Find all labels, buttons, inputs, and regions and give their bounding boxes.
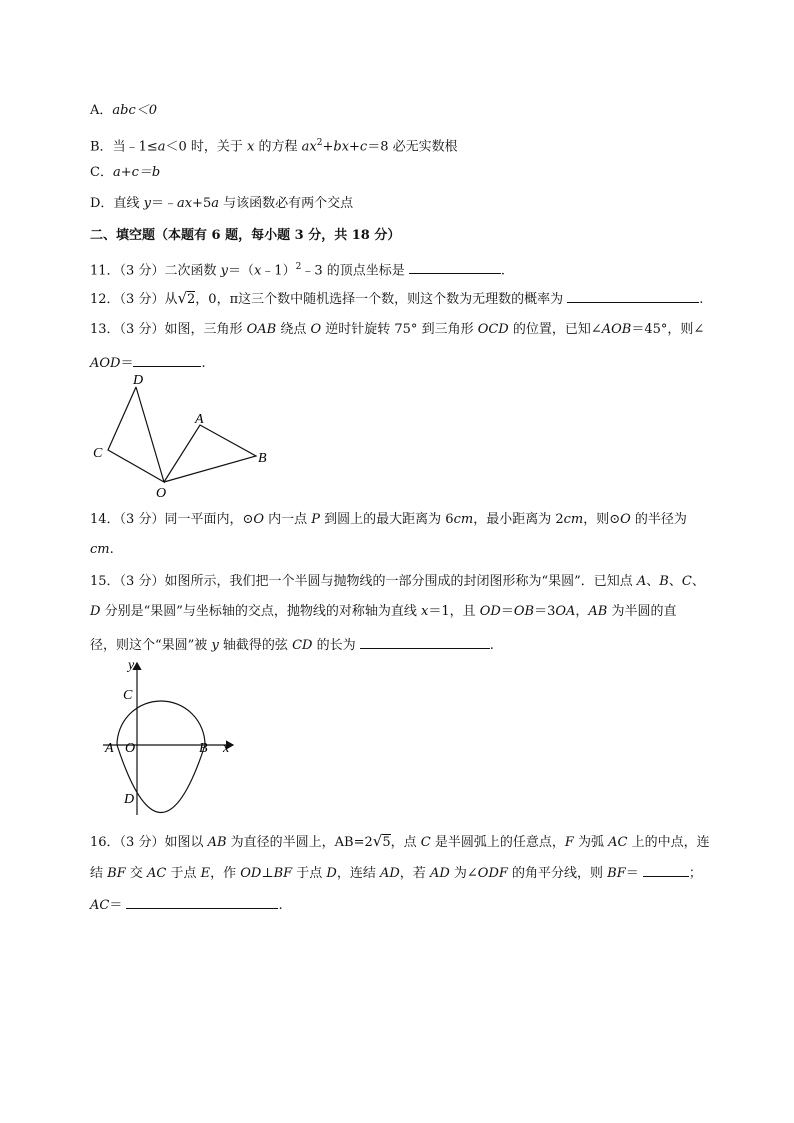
answer-blank[interactable] xyxy=(409,260,501,274)
option-a: A．abc＜0 xyxy=(90,103,158,118)
option-b: B．当﹣1≤a＜0 时，关于 x 的方程 $ax^2+bx+c=8$ 必无实数根 xyxy=(90,138,458,155)
fruit-circle-figure xyxy=(95,655,245,820)
answer-blank[interactable] xyxy=(360,635,490,649)
question-16-line2: 结 BF 交 AC 于点 E，作 OD⊥BF 于点 D，连结 AD，若 AD 为∠ODF 的角平分线，则 BF＝ ； xyxy=(90,863,702,883)
label-c: C xyxy=(123,688,133,703)
question-13: 13．（3 分）如图，三角形 OAB 绕点 O 逆时针旋转 75° 到三角形 OCD 的位置，已知∠AOB＝45°，则∠ xyxy=(90,322,705,337)
triangle-ocd xyxy=(108,387,164,482)
label-a: A xyxy=(195,412,204,427)
semicircle xyxy=(117,701,205,745)
label-b: B xyxy=(258,451,267,466)
answer-blank[interactable] xyxy=(126,895,278,909)
label-a: A xyxy=(105,741,114,756)
question-14-line2: cm. xyxy=(90,542,114,557)
question-12: 12．（3 分）从√2，0，π这三个数中随机选择一个数，则这个数为无理数的概率为 . xyxy=(90,289,704,307)
answer-blank[interactable] xyxy=(133,353,201,367)
question-15: 15．（3 分）如图所示，我们把一个半圆与抛物线的一部分围成的封闭图形称为“果圆”．已知点 A、B、C、 xyxy=(90,574,705,589)
rotation-figure xyxy=(88,372,278,502)
question-16-line3: AC＝ . xyxy=(90,895,283,915)
label-x: x xyxy=(223,741,230,756)
question-15-line3: 径，则这个“果圆”被 y 轴截得的弦 CD 的长为 . xyxy=(90,635,494,655)
label-o: O xyxy=(156,486,167,501)
sqrt-symbol: √ xyxy=(177,289,188,307)
answer-blank[interactable] xyxy=(643,863,689,877)
triangle-oab xyxy=(164,425,256,482)
question-11: 11．（3 分）二次函数 y＝（x﹣1）$^2$﹣3 的顶点坐标是 . xyxy=(90,262,505,279)
option-c: C．a+c＝b xyxy=(90,165,161,180)
label-y: y xyxy=(128,658,135,673)
question-15-line2: D 分别是“果圆”与坐标轴的交点，抛物线的对称轴为直线 x＝1，且 OD＝OB＝3OA，AB 为半圆的直 xyxy=(90,604,677,619)
question-14: 14．（3 分）同一平面内，⊙O 内一点 P 到圆上的最大距离为 6cm，最小距离为 2cm，则⊙O 的半径为 xyxy=(90,512,687,527)
question-13-line2: AOD＝ . xyxy=(90,353,206,373)
label-c: C xyxy=(93,446,103,461)
label-o: O xyxy=(125,741,136,756)
sqrt-symbol: √ xyxy=(372,832,383,850)
section-title: 二、填空题（本题有 6 题，每小题 3 分，共 18 分） xyxy=(90,228,401,243)
label-d: D xyxy=(124,792,135,807)
label-d: D xyxy=(133,373,144,388)
label-b: B xyxy=(199,741,208,756)
answer-blank[interactable] xyxy=(567,289,699,303)
option-d: D．直线 y＝﹣ax+5a 与该函数必有两个交点 xyxy=(90,196,354,211)
question-16: 16．（3 分）如图以 AB 为直径的半圆上，AB=2√5，点 C 是半圆弧上的任意点，F 为弧 AC 上的中点，连 xyxy=(90,832,710,850)
